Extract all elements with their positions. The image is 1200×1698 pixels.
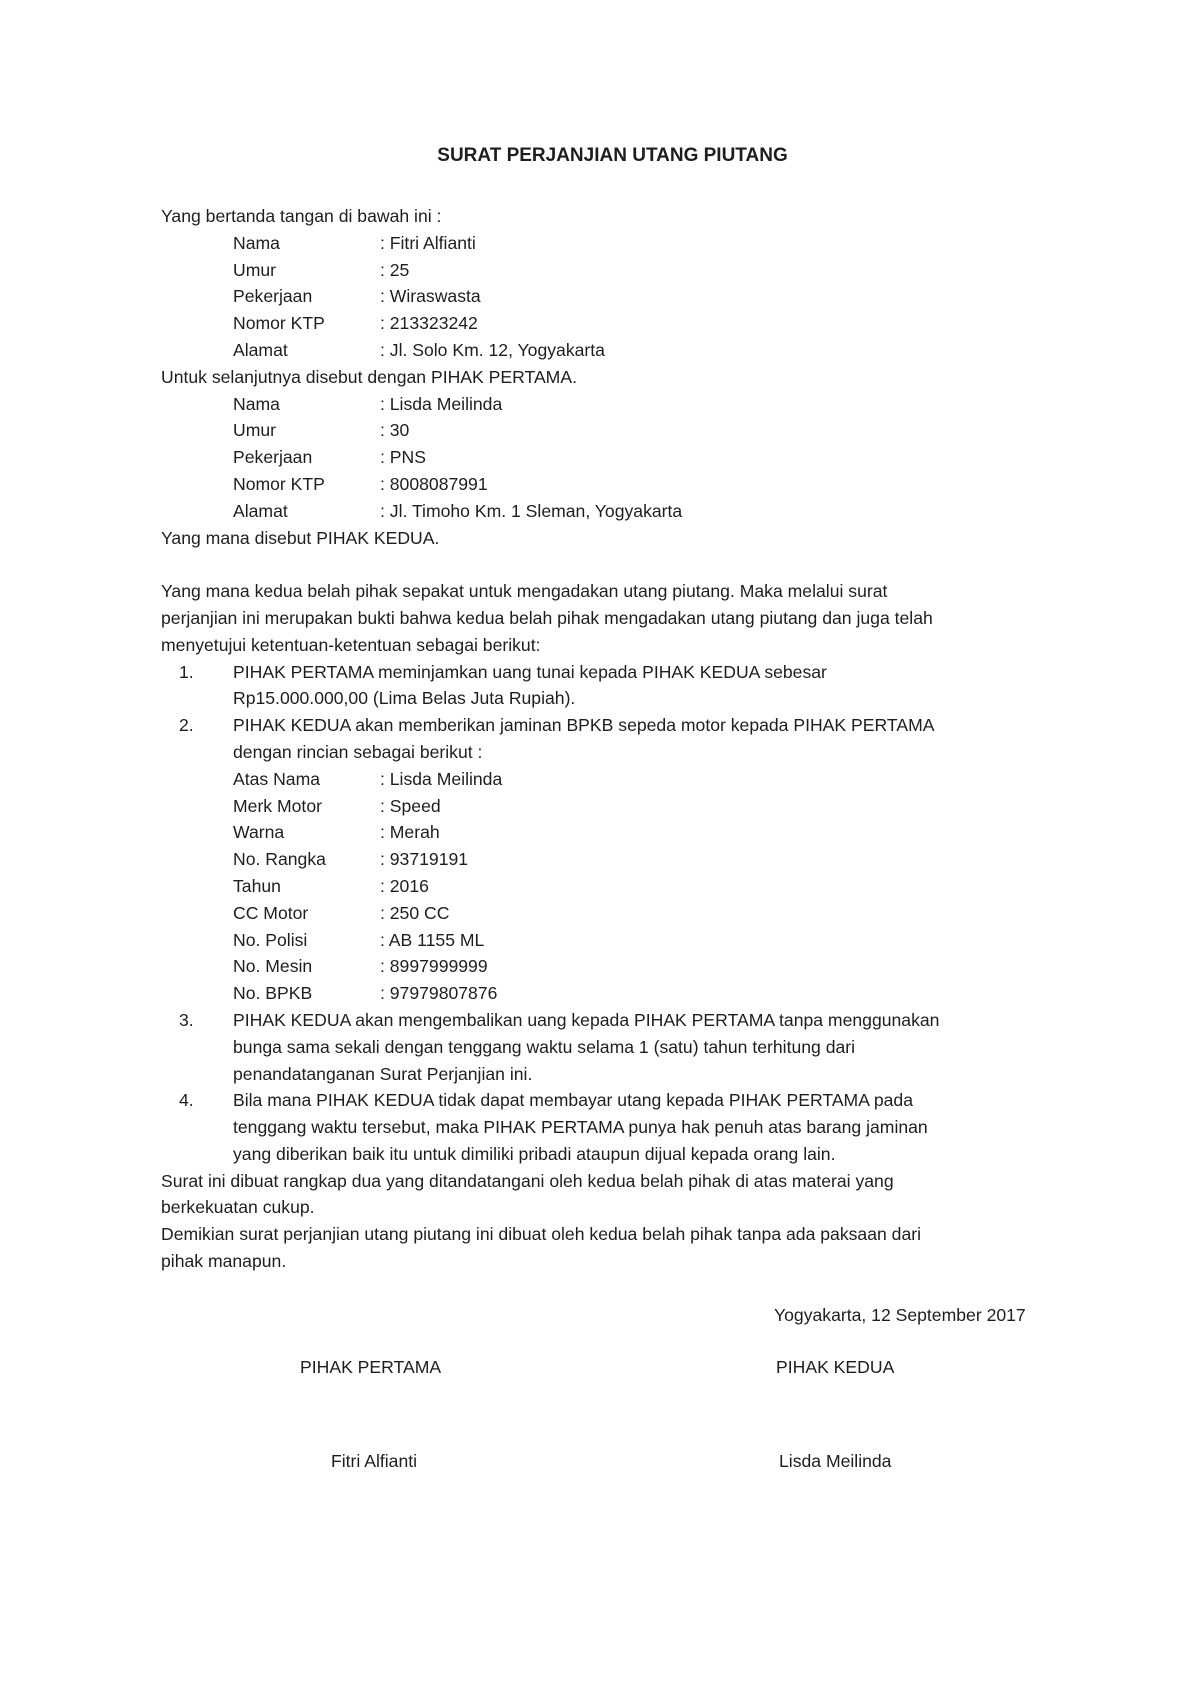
- field-label: Nomor KTP: [233, 313, 325, 334]
- field-label: No. Rangka: [233, 849, 326, 870]
- field-value: : 25: [380, 259, 410, 280]
- field-value: : 97979807876: [380, 983, 498, 1004]
- field-value: : Lisda Meilinda: [380, 393, 503, 414]
- term-line: Rp15.000.000,00 (Lima Belas Juta Rupiah).: [233, 688, 576, 709]
- pihak-pertama-row: [161, 230, 1061, 257]
- field-value: : 2016: [380, 875, 429, 896]
- signature-name-first: Fitri Alfianti: [331, 1451, 418, 1471]
- term-item: [161, 1087, 1061, 1167]
- term-number: [161, 1087, 233, 1167]
- field-value: : 8997999999: [380, 956, 488, 977]
- spacer: [161, 551, 1061, 578]
- field-label: CC Motor: [233, 902, 309, 923]
- term-number: [161, 659, 233, 713]
- field-value: : 213323242: [380, 313, 478, 334]
- term-item: [161, 659, 1061, 713]
- field-label: No. Polisi: [233, 929, 308, 950]
- document-title: SURAT PERJANJIAN UTANG PIUTANG: [437, 145, 788, 166]
- collateral-detail-row: [233, 846, 1061, 873]
- agreement-line: perjanjian ini merupakan bukti bahwa kedua belah pihak mengadakan utang piutang dan juga telah: [161, 607, 933, 628]
- term-line: penandatanganan Surat Perjanjian ini.: [233, 1063, 533, 1084]
- collateral-detail-row: [233, 793, 1061, 820]
- field-value: : Speed: [380, 795, 441, 816]
- collateral-detail-row: [233, 873, 1061, 900]
- field-label: Tahun: [233, 875, 281, 896]
- term-number-text: 4.: [179, 1090, 194, 1111]
- field-label: Alamat: [233, 500, 288, 521]
- pihak-kedua-row: [161, 444, 1061, 471]
- document-body: [161, 203, 1061, 1275]
- term-item: [161, 1007, 1061, 1087]
- term-text: [233, 1007, 1061, 1087]
- closing-line: Demikian surat perjanjian utang piutang ini dibuat oleh kedua belah pihak tanpa ada paksaan dari: [161, 1224, 922, 1245]
- term-line: bunga sama sekali dengan tenggang waktu selama 1 (satu) tahun terhitung dari: [233, 1036, 856, 1057]
- term-number: [161, 712, 233, 1007]
- pihak-kedua-row: [161, 498, 1061, 525]
- term-line: yang diberikan baik itu untuk dimiliki pribadi ataupun dijual kepada orang lain.: [233, 1143, 836, 1164]
- place-date: Yogyakarta, 12 September 2017: [774, 1305, 1026, 1325]
- collateral-detail-row: [233, 900, 1061, 927]
- field-value: : Fitri Alfianti: [380, 232, 476, 253]
- pihak-pertama-row: [161, 283, 1061, 310]
- intro-text: Yang bertanda tangan di bawah ini :: [161, 206, 442, 226]
- pihak-kedua-row: [161, 391, 1061, 418]
- field-label: Nomor KTP: [233, 473, 325, 494]
- field-value: : Jl. Solo Km. 12, Yogyakarta: [380, 339, 605, 360]
- signature-label-first: PIHAK PERTAMA: [300, 1357, 442, 1377]
- term-text: [233, 1087, 1061, 1167]
- term-text: [233, 659, 1061, 713]
- field-value: : Jl. Timoho Km. 1 Sleman, Yogyakarta: [380, 500, 683, 521]
- term-text: [233, 712, 1061, 1007]
- field-label: Pekerjaan: [233, 286, 313, 307]
- pihak-pertama-note: Untuk selanjutnya disebut dengan PIHAK PERTAMA.: [161, 366, 577, 387]
- field-value: : 8008087991: [380, 473, 488, 494]
- pihak-pertama-row: [161, 257, 1061, 284]
- field-label: No. BPKB: [233, 983, 313, 1004]
- term-line: PIHAK PERTAMA meminjamkan uang tunai kepada PIHAK KEDUA sebesar: [233, 661, 827, 682]
- field-label: Atas Nama: [233, 768, 321, 789]
- field-value: : 250 CC: [380, 902, 450, 923]
- field-label: Merk Motor: [233, 795, 322, 816]
- pihak-pertama-row: [161, 310, 1061, 337]
- collateral-detail-row: [233, 927, 1061, 954]
- closing-line: Surat ini dibuat rangkap dua yang ditandatangani oleh kedua belah pihak di atas materai yang: [161, 1170, 894, 1191]
- field-label: Pekerjaan: [233, 447, 313, 468]
- field-label: Umur: [233, 420, 277, 441]
- field-value: : Merah: [380, 822, 440, 843]
- term-line: tenggang waktu tersebut, maka PIHAK PERTAMA punya hak penuh atas barang jaminan: [233, 1117, 928, 1138]
- pihak-kedua-row: [161, 417, 1061, 444]
- field-value: : AB 1155 ML: [380, 929, 485, 950]
- pihak-kedua-row: [161, 471, 1061, 498]
- agreement-line: Yang mana kedua belah pihak sepakat untuk mengadakan utang piutang. Maka melalui surat: [161, 581, 888, 602]
- collateral-detail-row: [233, 980, 1061, 1007]
- collateral-detail-row: [233, 953, 1061, 980]
- term-line: Bila mana PIHAK KEDUA tidak dapat membayar utang kepada PIHAK PERTAMA pada: [233, 1090, 913, 1111]
- collateral-detail-row: [233, 819, 1061, 846]
- field-label: No. Mesin: [233, 956, 313, 977]
- signature-name-second: Lisda Meilinda: [779, 1451, 892, 1471]
- term-number-text: 2.: [179, 715, 194, 736]
- agreement-line: menyetujui ketentuan-ketentuan sebagai berikut:: [161, 634, 541, 655]
- field-value: : 30: [380, 420, 410, 441]
- signature-label-second: PIHAK KEDUA: [776, 1357, 895, 1377]
- closing-line: berkekuatan cukup.: [161, 1197, 315, 1218]
- field-label: Umur: [233, 259, 277, 280]
- collateral-detail-row: [233, 766, 1061, 793]
- term-number: [161, 1007, 233, 1087]
- field-value: : Wiraswasta: [380, 286, 481, 307]
- term-line: PIHAK KEDUA akan memberikan jaminan BPKB sepeda motor kepada PIHAK PERTAMA: [233, 715, 935, 736]
- field-value: : 93719191: [380, 849, 469, 870]
- term-number-text: 1.: [179, 661, 194, 682]
- term-number-text: 3.: [179, 1009, 194, 1030]
- term-line: dengan rincian sebagai berikut :: [233, 741, 483, 762]
- pihak-pertama-row: [161, 337, 1061, 364]
- field-label: Warna: [233, 822, 285, 843]
- field-label: Nama: [233, 393, 280, 414]
- term-line: PIHAK KEDUA akan mengembalikan uang kepada PIHAK PERTAMA tanpa menggunakan: [233, 1009, 940, 1030]
- field-value: : PNS: [380, 447, 426, 468]
- field-label: Alamat: [233, 339, 288, 360]
- closing-line: pihak manapun.: [161, 1251, 287, 1272]
- field-value: : Lisda Meilinda: [380, 768, 503, 789]
- pihak-kedua-note: Yang mana disebut PIHAK KEDUA.: [161, 527, 440, 548]
- field-label: Nama: [233, 232, 280, 253]
- term-item: [161, 712, 1061, 1007]
